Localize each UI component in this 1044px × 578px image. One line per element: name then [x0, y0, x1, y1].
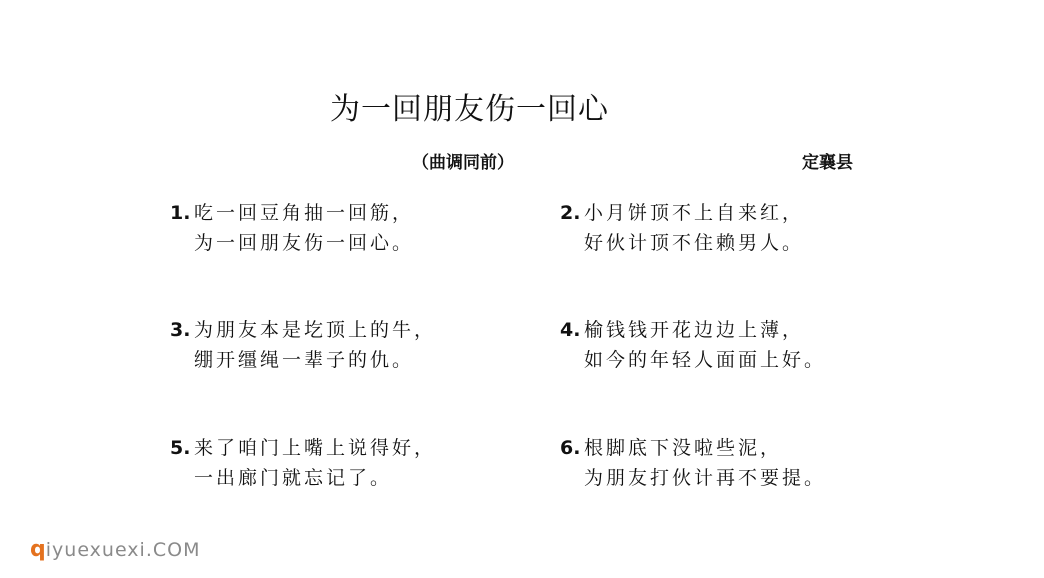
stanza-2	[560, 198, 804, 258]
stanza-line	[170, 433, 436, 463]
stanza-text: 如今的年轻人面面上好。	[584, 349, 827, 371]
tune-note: （曲调同前）	[412, 153, 514, 173]
stanza-number: 5.	[170, 437, 191, 459]
stanza-line	[560, 345, 826, 375]
stanza-1	[170, 198, 414, 258]
stanza-number: 2.	[560, 202, 581, 224]
stanza-line	[560, 315, 826, 345]
stanza-number: 4.	[560, 319, 581, 341]
stanza-text: 好伙计顶不住赖男人。	[584, 232, 805, 254]
region-label: 定襄县	[802, 153, 853, 173]
stanza-line	[560, 198, 804, 228]
stanza-line	[170, 463, 436, 493]
stanza-line	[560, 228, 804, 258]
site-watermark	[30, 537, 201, 562]
stanza-6	[560, 433, 826, 493]
stanza-text: 根脚底下没啦些泥，	[584, 437, 783, 459]
stanza-3	[170, 315, 436, 375]
watermark-text: iyuexuexi.COM	[45, 539, 201, 561]
stanza-line	[170, 228, 414, 258]
stanza-4	[560, 315, 826, 375]
stanza-text: 为一回朋友伤一回心。	[194, 232, 415, 254]
stanza-number: 3.	[170, 319, 191, 341]
song-title: 为一回朋友伤一回心	[330, 92, 609, 127]
stanza-text: 一出廊门就忘记了。	[194, 467, 393, 489]
stanza-line	[560, 463, 826, 493]
watermark-logo-letter: q	[30, 537, 46, 562]
stanza-text: 绷开缰绳一辈子的仇。	[194, 349, 415, 371]
stanza-text: 为朋友本是圪顶上的牛，	[194, 319, 437, 341]
stanza-line	[170, 345, 436, 375]
stanza-text: 吃一回豆角抽一回筋，	[194, 202, 415, 224]
stanza-text: 为朋友打伙计再不要提。	[584, 467, 827, 489]
stanza-line	[170, 198, 414, 228]
stanza-text: 小月饼顶不上自来红，	[584, 202, 805, 224]
stanza-text: 来了咱门上嘴上说得好，	[194, 437, 437, 459]
stanza-line	[170, 315, 436, 345]
stanza-5	[170, 433, 436, 493]
stanza-line	[560, 433, 826, 463]
stanza-number: 1.	[170, 202, 191, 224]
stanza-text: 榆钱钱开花边边上薄，	[584, 319, 805, 341]
stanza-number: 6.	[560, 437, 581, 459]
